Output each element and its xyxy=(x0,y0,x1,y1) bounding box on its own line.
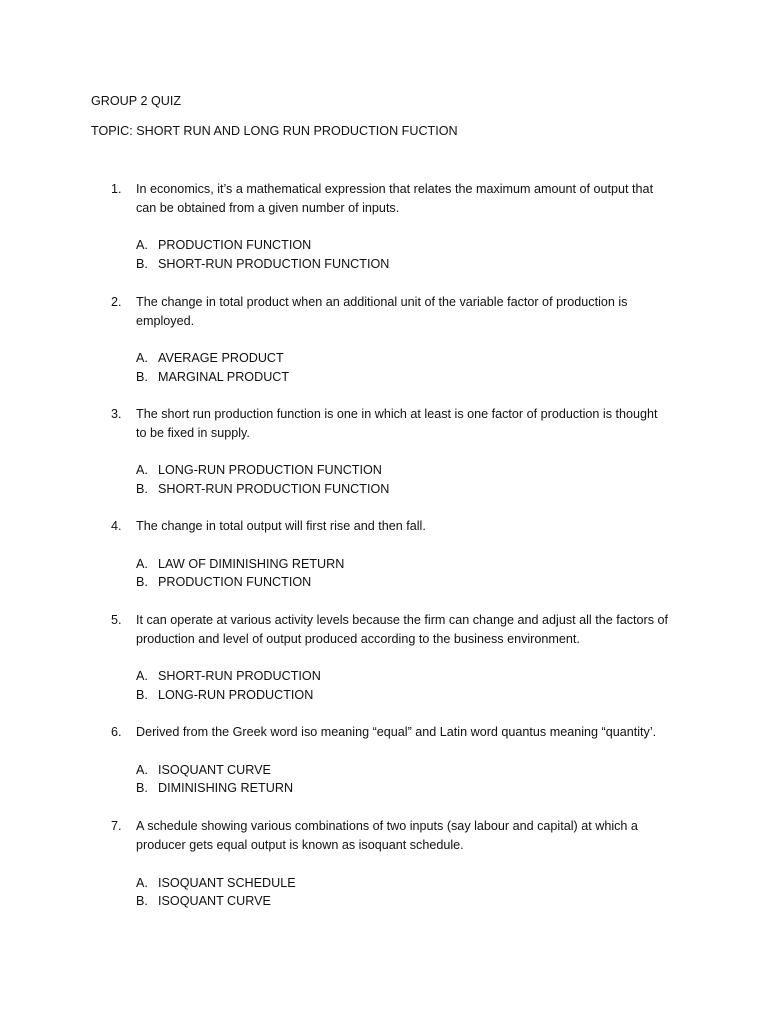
option-letter: A. xyxy=(136,763,148,777)
option-a xyxy=(136,667,321,685)
question-line: The short run production function is one in which at least is one factor of production is thought xyxy=(136,407,658,421)
option-text: ISOQUANT CURVE xyxy=(158,894,271,908)
question-line: The change in total output will first rise and then fall. xyxy=(136,519,426,533)
quiz-title: GROUP 2 QUIZ xyxy=(91,94,182,108)
option-text: DIMINISHING RETURN xyxy=(158,781,294,795)
question-line: A schedule showing various combinations of two inputs (say labour and capital) at which a xyxy=(136,819,638,833)
option-letter: A. xyxy=(136,463,148,477)
option-text: LONG-RUN PRODUCTION FUNCTION xyxy=(158,463,382,477)
option-b xyxy=(136,779,293,797)
option-text: PRODUCTION FUNCTION xyxy=(158,575,312,589)
question-number: 4. xyxy=(111,519,122,533)
option-letter: A. xyxy=(136,557,148,571)
option-letter: B. xyxy=(136,894,148,908)
question-text xyxy=(136,817,681,855)
question-number: 5. xyxy=(111,613,122,627)
option-a xyxy=(136,761,271,779)
option-b xyxy=(136,255,389,273)
option-text: PRODUCTION FUNCTION xyxy=(158,238,312,252)
option-letter: A. xyxy=(136,351,148,365)
option-text: ISOQUANT CURVE xyxy=(158,763,271,777)
question-text xyxy=(136,611,681,649)
option-text: AVERAGE PRODUCT xyxy=(158,351,284,365)
option-text: ISOQUANT SCHEDULE xyxy=(158,876,296,890)
question-line: production and level of output produced according to the business environment. xyxy=(136,632,580,646)
option-letter: A. xyxy=(136,238,148,252)
option-b xyxy=(136,686,313,704)
question-text xyxy=(136,180,681,218)
question-text xyxy=(136,723,681,742)
option-b xyxy=(136,573,311,591)
option-text: LAW OF DIMINISHING RETURN xyxy=(158,557,345,571)
option-letter: B. xyxy=(136,370,148,384)
question-line: In economics, it’s a mathematical expression that relates the maximum amount of output that xyxy=(136,182,654,196)
question-text xyxy=(136,517,681,536)
option-letter: A. xyxy=(136,876,148,890)
question-line: producer gets equal output is known as isoquant schedule. xyxy=(136,838,464,852)
option-letter: B. xyxy=(136,781,148,795)
option-text: LONG-RUN PRODUCTION xyxy=(158,688,314,702)
question-line: The change in total product when an additional unit of the variable factor of production is xyxy=(136,295,628,309)
question-line: It can operate at various activity levels because the firm can change and adjust all the factors of xyxy=(136,613,669,627)
question-number: 7. xyxy=(111,819,122,833)
quiz-topic: TOPIC: SHORT RUN AND LONG RUN PRODUCTION FUCTION xyxy=(91,124,458,138)
question-number: 6. xyxy=(111,725,122,739)
question-line: Derived from the Greek word iso meaning “equal” and Latin word quantus meaning “quantity’. xyxy=(136,725,657,739)
question-text xyxy=(136,405,681,443)
question-number: 3. xyxy=(111,407,122,421)
question-text xyxy=(136,293,681,331)
option-a xyxy=(136,874,296,892)
question-line: to be fixed in supply. xyxy=(136,426,250,440)
option-letter: B. xyxy=(136,688,148,702)
option-a xyxy=(136,461,382,479)
question-number: 1. xyxy=(111,182,122,196)
option-text: SHORT-RUN PRODUCTION FUNCTION xyxy=(158,257,390,271)
option-letter: B. xyxy=(136,482,148,496)
option-letter: A. xyxy=(136,669,148,683)
option-text: MARGINAL PRODUCT xyxy=(158,370,290,384)
option-b xyxy=(136,480,389,498)
option-a xyxy=(136,555,344,573)
question-line: employed. xyxy=(136,314,195,328)
option-b xyxy=(136,368,289,386)
question-number: 2. xyxy=(111,295,122,309)
question-line: can be obtained from a given number of inputs. xyxy=(136,201,400,215)
option-text: SHORT-RUN PRODUCTION FUNCTION xyxy=(158,482,390,496)
option-text: SHORT-RUN PRODUCTION xyxy=(158,669,321,683)
option-a xyxy=(136,236,311,254)
option-letter: B. xyxy=(136,257,148,271)
option-b xyxy=(136,892,271,910)
option-letter: B. xyxy=(136,575,148,589)
option-a xyxy=(136,349,284,367)
